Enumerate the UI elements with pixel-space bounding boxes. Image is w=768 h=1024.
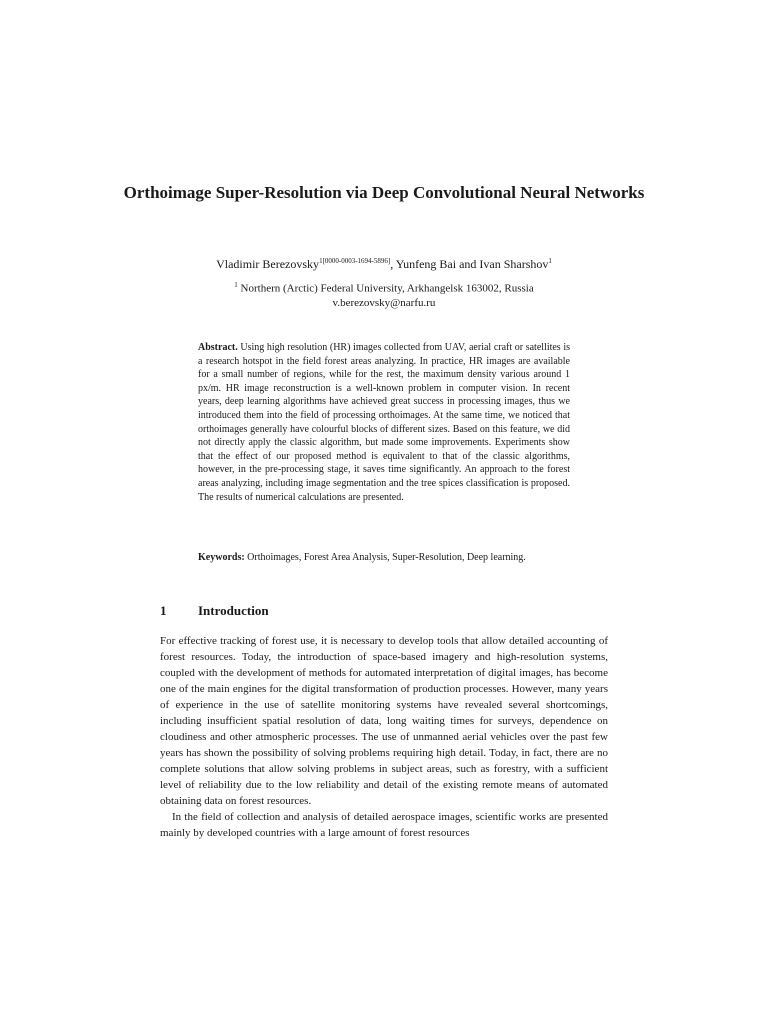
abstract-text: Using high resolution (HR) images collected from UAV, aerial craft or satellites is a research hotspot in the field forest areas analyzing. In practice, HR images are available for a small number of regions, while for the rest, the maximum density various around 1 px/m. HR image reconstruction is a well-known problem in computer vision. In recent years, deep learning algorithms have achieved great success in processing images, thus we introduced them into the field of processing orthoimages. At the same time, we noticed that orthoimages generally have colourful blocks of different sizes. Based on this feature, we did not directly apply the classic algorithm, but made some improvements. Experiments show that the effect of our proposed method is equivalent to that of the classic algorithms, however, in the pre-processing stage, it saves time significantly. An approach to the forest areas analyzing, including image segmentation and the tree spices classification is proposed. The results of numerical calculations are presented. [198, 342, 570, 503]
author-name: Vladimir Berezovsky [216, 257, 320, 271]
keywords [198, 551, 570, 565]
affiliation [100, 278, 668, 310]
paragraph: For effective tracking of forest use, it is necessary to develop tools that allow detailed accounting of forest resources. Today, the introduction of space-based imagery and high-resolution systems, coupled with the development of methods for automated interpretation of digital images, has become one of the main engines for the digital transformation of production processes. However, many years of experience in the use of satellite monitoring systems have revealed several shortcomings, including insufficient spatial resolution of data, long waiting times for surveys, dependence on cloudiness and other atmospheric processes. The use of unmanned aerial vehicles over the past few years has shown the possibility of solving problems requiring high detail. Today, in fact, there are no complete solutions that allow solving problems in subject areas, such as forestry, with a sufficient level of reliability due to the low reliability and detail of the existing remote means of automated obtaining data on forest resources. [160, 635, 608, 807]
abstract-label: Abstract. [198, 342, 238, 353]
keywords-label: Keywords: [198, 552, 245, 563]
section-title: Introduction [198, 603, 269, 618]
coauthor-names: , Yunfeng Bai and Ivan Sharshov [390, 257, 549, 271]
coauthor-affiliation-mark: 1 [548, 257, 552, 265]
introduction-body [160, 633, 608, 841]
author-email: v.berezovsky@narfu.ru [332, 296, 436, 309]
author-list [100, 253, 668, 272]
affiliation-text: Northern (Arctic) Federal University, Arkhangelsk 163002, Russia [237, 282, 534, 295]
paper-title: Orthoimage Super-Resolution via Deep Convolutional Neural Networks [123, 183, 645, 202]
paragraph: In the field of collection and analysis of detailed aerospace images, scientific works are presented mainly by developed countries with a large amount of forest resources [160, 811, 608, 839]
keywords-text: Orthoimages, Forest Area Analysis, Super-Resolution, Deep learning. [247, 552, 526, 563]
affiliation-institution [100, 278, 668, 296]
section-number: 1 [160, 603, 167, 618]
section-heading [160, 602, 608, 620]
affiliation-mark: 1 [234, 281, 238, 289]
author-orcid: 1[0000-0003-1694-5896] [319, 257, 391, 265]
abstract [198, 341, 570, 504]
